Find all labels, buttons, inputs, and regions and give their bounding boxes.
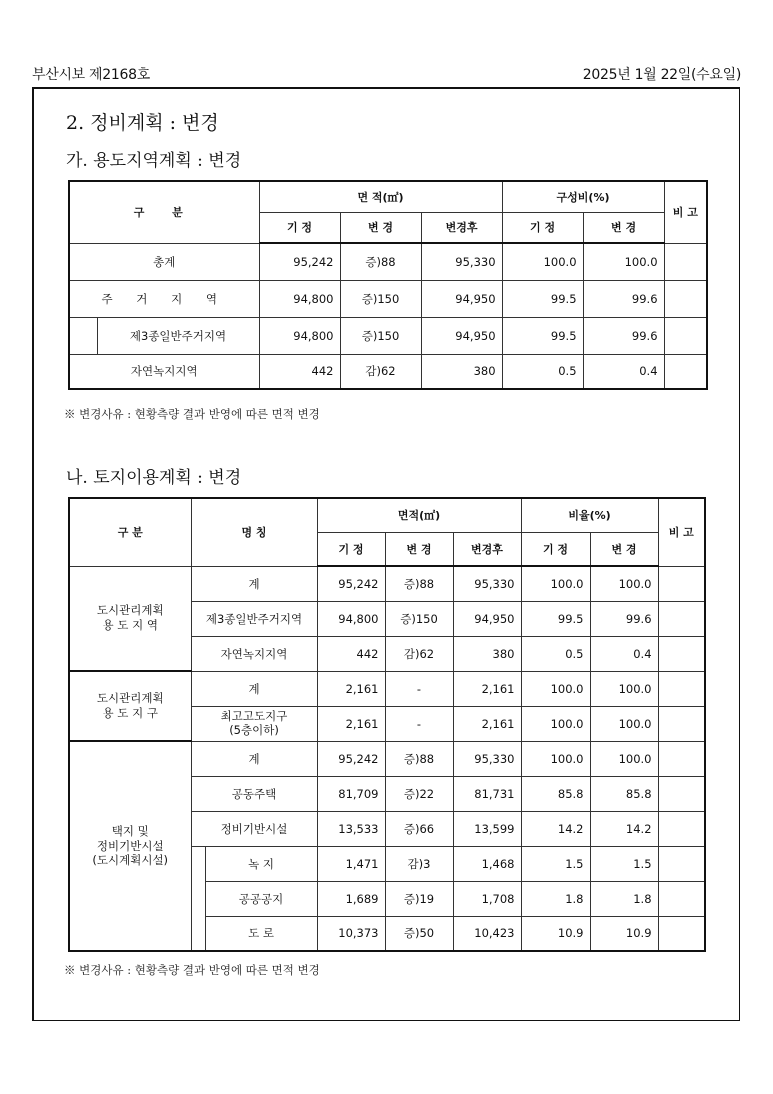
group-facility: 택지 및 정비기반시설 (도시계획시설)	[69, 741, 191, 951]
col-area: 면적(㎡)	[317, 498, 521, 532]
zone-plan-title: 가. 용도지역계획 : 변경	[66, 151, 242, 171]
sub-ratio-change: 변 경	[583, 212, 664, 243]
table-row: 최고고도지구 (5층이하) 2,161 - 2,161 100.0 100.0	[69, 706, 705, 741]
gazette-date: 2025년 1월 22일(수요일)	[582, 67, 741, 83]
land-use-plan-title: 나. 토지이용계획 : 변경	[66, 468, 242, 488]
sub-before: 기 정	[317, 532, 385, 566]
table-row: 공공공지 1,689 증)19 1,708 1.8 1.8	[69, 881, 705, 916]
sub-ratio-before: 기 정	[502, 212, 583, 243]
table-row: 자연녹지지역 442 감)62 380 0.5 0.4	[69, 636, 705, 671]
sub-change: 변 경	[385, 532, 453, 566]
sub-change: 변 경	[340, 212, 421, 243]
col-note: 비 고	[658, 498, 705, 566]
table-row: 녹 지 1,471 감)3 1,468 1.5 1.5	[69, 846, 705, 881]
table-row: 도시관리계획 용 도 지 역 계 95,242 증)88 95,330 100.0 100.0	[69, 566, 705, 601]
table-row: 공동주택 81,709 증)22 81,731 85.8 85.8	[69, 776, 705, 811]
col-gubun: 구 분	[69, 498, 191, 566]
table-row: 총계 95,242 증)88 95,330 100.0 100.0	[69, 243, 707, 280]
table-row: 제3종일반주거지역 94,800 증)150 94,950 99.5 99.6	[69, 317, 707, 354]
zone-plan-note: ※ 변경사유 : 현황측량 결과 반영에 따른 면적 변경	[64, 407, 320, 421]
sub-after: 변경후	[421, 212, 502, 243]
land-use-plan-table	[68, 497, 706, 952]
col-gubun: 구 분	[69, 181, 259, 243]
col-ratio: 비율(%)	[521, 498, 658, 532]
table-row: 자연녹지지역 442 감)62 380 0.5 0.4	[69, 354, 707, 389]
zone-plan-table	[68, 180, 708, 390]
table-row: 정비기반시설 13,533 증)66 13,599 14.2 14.2	[69, 811, 705, 846]
col-name: 명 칭	[191, 498, 317, 566]
col-ratio: 구성비(%)	[502, 181, 664, 212]
table-row: 도 로 10,373 증)50 10,423 10.9 10.9	[69, 916, 705, 951]
sub-ratio-change: 변 경	[590, 532, 658, 566]
table-row: 주 거 지 역 94,800 증)150 94,950 99.5 99.6	[69, 280, 707, 317]
group-zone: 도시관리계획 용 도 지 역	[69, 566, 191, 671]
table-row: 도시관리계획 용 도 지 구 계 2,161 - 2,161 100.0 100.0	[69, 671, 705, 706]
sub-before: 기 정	[259, 212, 340, 243]
gazette-issue: 부산시보 제2168호	[32, 67, 150, 83]
section-title: 2. 정비계획 : 변경	[66, 112, 219, 134]
group-district: 도시관리계획 용 도 지 구	[69, 671, 191, 741]
col-note: 비 고	[664, 181, 707, 243]
sub-after: 변경후	[453, 532, 521, 566]
table-row: 제3종일반주거지역 94,800 증)150 94,950 99.5 99.6	[69, 601, 705, 636]
land-use-plan-note: ※ 변경사유 : 현황측량 결과 반영에 따른 면적 변경	[64, 963, 320, 977]
sub-ratio-before: 기 정	[521, 532, 590, 566]
col-area: 면 적(㎡)	[259, 181, 502, 212]
table-row: 택지 및 정비기반시설 (도시계획시설) 계 95,242 증)88 95,330 100.0 100.0	[69, 741, 705, 776]
